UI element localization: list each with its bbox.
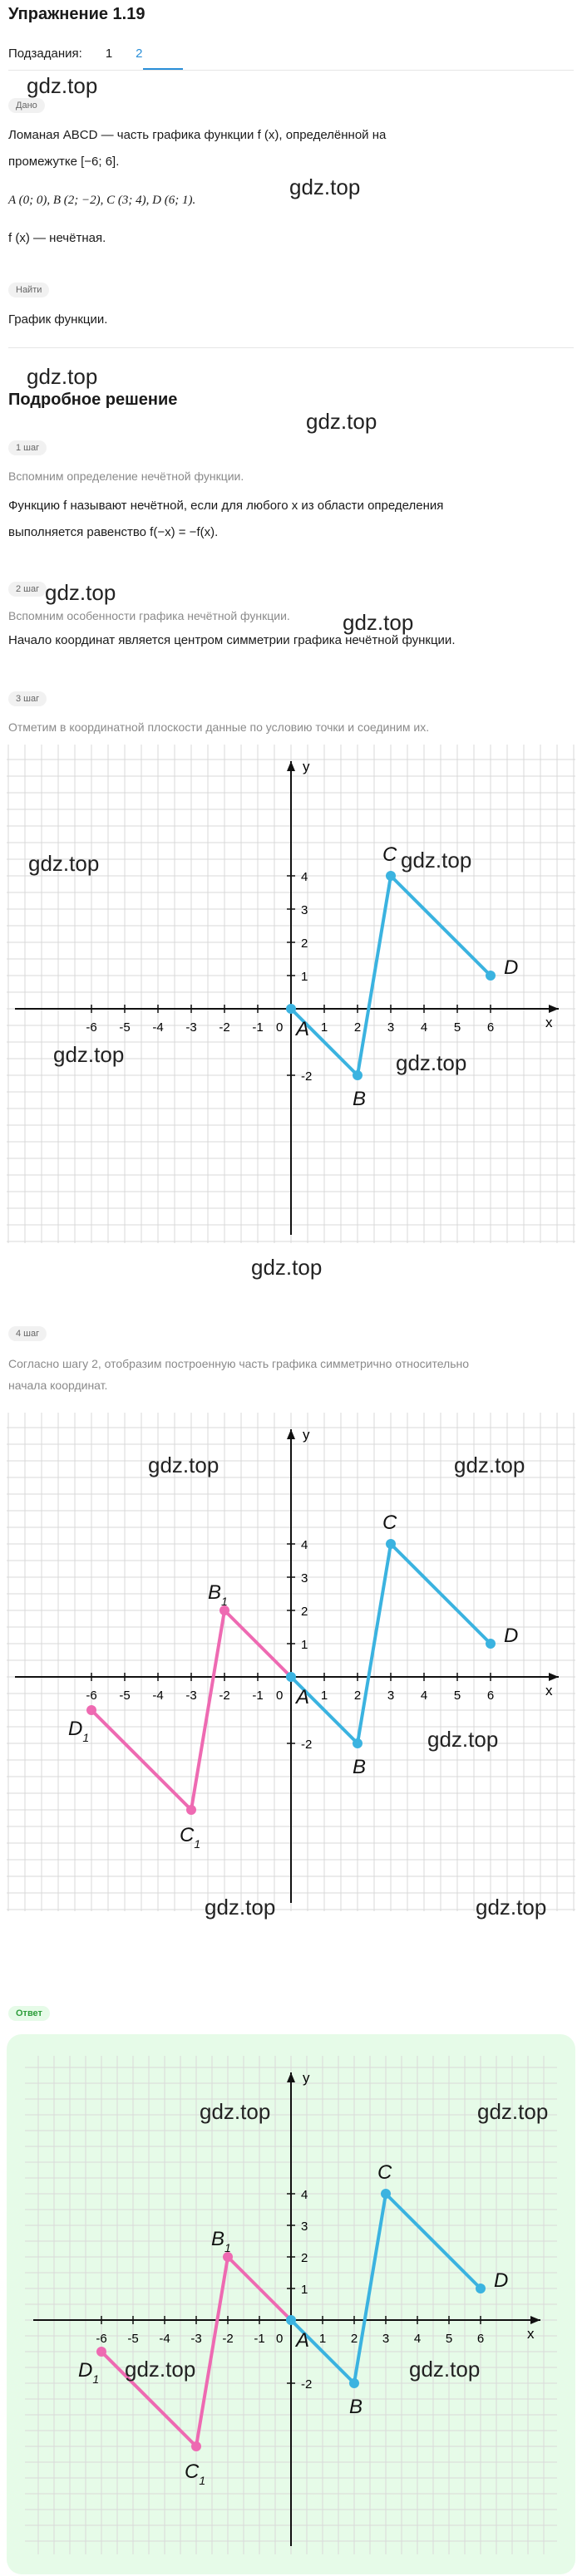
x-axis-label: x — [545, 1683, 553, 1698]
point-label — [382, 1512, 397, 1534]
x-tick-label: -2 — [222, 2332, 234, 2346]
point-label — [494, 2269, 508, 2292]
point-label-letter: A — [296, 2329, 310, 2352]
data-point — [286, 1672, 296, 1682]
x-tick-label: -5 — [119, 1689, 131, 1703]
origin-label: 0 — [276, 2332, 284, 2346]
data-point — [486, 971, 496, 981]
point-label — [504, 1625, 518, 1647]
data-point — [191, 2441, 201, 2451]
origin-label: 0 — [276, 1020, 284, 1035]
point-label-letter: B — [208, 1581, 222, 1604]
find-tag: Найти — [8, 283, 49, 297]
watermark: gdz.top — [401, 848, 472, 873]
graph-step4 — [7, 1413, 575, 1911]
point-label — [353, 1088, 366, 1110]
step1-line1: Функцию f называют нечётной, если для любого x из области определения — [8, 499, 444, 513]
data-point — [353, 1738, 363, 1748]
watermark: gdz.top — [200, 2099, 271, 2124]
point-label — [382, 843, 397, 866]
tab-2[interactable]: 2 — [136, 47, 143, 61]
point-label-letter: B — [353, 1088, 367, 1110]
point-label-letter: D — [78, 2359, 93, 2382]
data-point — [386, 1539, 396, 1549]
watermark: gdz.top — [343, 610, 414, 635]
step2-hint: Вспомним особенности графика нечётной функции. — [8, 609, 290, 622]
x-axis-label: x — [545, 1015, 553, 1030]
point-label-letter: A — [296, 1018, 310, 1040]
subtabs — [8, 47, 166, 61]
point-label — [353, 1756, 366, 1778]
divider — [8, 347, 574, 348]
y-axis-label: y — [303, 1427, 310, 1443]
point-label — [185, 2460, 205, 2487]
coordinate-plane-answer — [25, 2056, 557, 2554]
data-point — [96, 2347, 106, 2357]
x-tick-label: 3 — [387, 1689, 395, 1703]
watermark: gdz.top — [289, 175, 361, 199]
data-point — [86, 1705, 96, 1715]
y-tick-label: 2 — [301, 2251, 308, 2265]
watermark: gdz.top — [454, 1453, 525, 1477]
watermark: gdz.top — [53, 1042, 125, 1067]
point-label — [294, 1686, 309, 1708]
point-label-letter: C — [382, 843, 397, 866]
x-tick-label: 2 — [350, 2332, 358, 2346]
point-label-letter: B — [353, 1756, 367, 1778]
x-tick-label: -6 — [86, 1020, 97, 1035]
x-axis-label: x — [527, 2326, 535, 2342]
step2-text: Начало координат является центром симметрии графика нечётной функции. — [8, 633, 456, 647]
tab-1[interactable]: 1 — [105, 47, 113, 61]
y-tick-label: 3 — [301, 1571, 308, 1585]
watermark: gdz.top — [27, 73, 98, 98]
answer-tag: Ответ — [8, 2006, 50, 2021]
x-tick-label: -1 — [254, 2332, 265, 2346]
watermark: gdz.top — [306, 409, 377, 434]
data-point — [186, 1805, 196, 1815]
data-point — [386, 871, 396, 881]
x-tick-label: 6 — [486, 1020, 495, 1035]
watermark: gdz.top — [27, 364, 98, 389]
origin-label: 0 — [276, 1689, 284, 1703]
y-axis-arrow — [287, 761, 295, 771]
y-axis-label: y — [303, 759, 310, 774]
point-label — [294, 2329, 309, 2352]
data-point — [286, 1004, 296, 1014]
given-odd: f (x) — нечётная. — [8, 231, 106, 245]
y-axis-arrow — [287, 1429, 295, 1439]
coordinate-plane-step3 — [7, 745, 575, 1243]
divider — [8, 70, 574, 71]
point-label — [504, 956, 518, 979]
watermark: gdz.top — [396, 1050, 467, 1075]
x-tick-label: 2 — [353, 1689, 362, 1703]
page-title: Упражнение 1.19 — [8, 5, 146, 23]
x-tick-label: 4 — [420, 1689, 428, 1703]
x-tick-label: 4 — [413, 2332, 422, 2346]
x-tick-label: 2 — [353, 1020, 362, 1035]
point-label-subscript: 1 — [194, 1837, 201, 1851]
y-tick-label: 1 — [301, 1638, 308, 1652]
x-tick-label: -4 — [159, 2332, 170, 2346]
step1-hint: Вспомним определение нечётной функции. — [8, 469, 244, 483]
step4-tag: 4 шаг — [8, 1326, 47, 1341]
x-tick-label: -2 — [219, 1020, 230, 1035]
y-tick-label: 2 — [301, 1605, 308, 1619]
y-tick-label: 1 — [301, 2283, 308, 2297]
x-tick-label: 1 — [318, 2332, 327, 2346]
x-tick-label: -4 — [152, 1689, 164, 1703]
watermark: gdz.top — [148, 1453, 219, 1477]
graph-answer — [25, 2056, 557, 2559]
y-tick-label: 4 — [301, 2188, 308, 2202]
x-tick-label: 3 — [387, 1020, 395, 1035]
y-tick-label: 4 — [301, 870, 308, 884]
point-label — [377, 2161, 392, 2184]
step3-hint: Отметим в координатной плоскости данные по условию точки и соединим их. — [8, 720, 430, 734]
x-tick-label: -2 — [219, 1689, 230, 1703]
data-point — [286, 2315, 296, 2325]
x-tick-label: -6 — [86, 1689, 97, 1703]
x-tick-label: 5 — [445, 2332, 453, 2346]
y-tick-label: 2 — [301, 937, 308, 951]
x-tick-label: 1 — [320, 1020, 328, 1035]
point-label-subscript: 1 — [82, 1731, 90, 1744]
watermark: gdz.top — [205, 1895, 276, 1920]
point-label-letter: C — [377, 2161, 392, 2184]
point-label-letter: D — [504, 956, 519, 979]
data-point — [349, 2378, 359, 2388]
x-tick-label: -3 — [190, 2332, 202, 2346]
y-tick-label: 4 — [301, 1538, 308, 1552]
point-label — [78, 2359, 99, 2386]
point-label-letter: C — [180, 1824, 195, 1846]
point-label-subscript: 1 — [199, 2474, 206, 2487]
x-tick-label: -6 — [96, 2332, 107, 2346]
step2-tag: 2 шаг — [8, 582, 47, 597]
x-tick-label: -4 — [152, 1020, 164, 1035]
x-tick-label: 5 — [453, 1689, 461, 1703]
given-points: A (0; 0), B (2; −2), C (3; 4), D (6; 1). — [8, 194, 196, 207]
x-tick-label: -3 — [185, 1689, 197, 1703]
watermark: gdz.top — [427, 1727, 499, 1752]
point-label-letter: B — [349, 2396, 363, 2418]
x-tick-label: -3 — [185, 1020, 197, 1035]
data-point — [353, 1070, 363, 1080]
watermark: gdz.top — [45, 580, 116, 605]
data-point — [381, 2189, 391, 2199]
find-text: График функции. — [8, 312, 108, 327]
step4-hint-line2: начала координат. — [8, 1379, 108, 1392]
y-tick-label: 3 — [301, 2220, 308, 2234]
y-tick-label: 3 — [301, 903, 308, 917]
watermark: gdz.top — [476, 1895, 547, 1920]
y-tick-label: -2 — [301, 2377, 313, 2392]
y-axis-label: y — [303, 2070, 310, 2086]
x-tick-label: -5 — [119, 1020, 131, 1035]
x-tick-label: -5 — [127, 2332, 139, 2346]
step3-tag: 3 шаг — [8, 691, 47, 706]
point-label-subscript: 1 — [221, 1595, 228, 1608]
point-label — [68, 1718, 89, 1744]
point-label — [294, 1018, 309, 1040]
x-tick-label: 3 — [382, 2332, 390, 2346]
y-tick-label: -2 — [301, 1738, 313, 1752]
x-tick-label: 6 — [486, 1689, 495, 1703]
watermark: gdz.top — [125, 2357, 196, 2382]
step4-hint-line1: Согласно шагу 2, отобразим построенную часть графика симметрично относительно — [8, 1357, 470, 1370]
watermark: gdz.top — [409, 2357, 481, 2382]
point-label-subscript: 1 — [224, 2241, 231, 2254]
x-tick-label: -1 — [252, 1689, 264, 1703]
point-label-letter: C — [382, 1512, 397, 1534]
watermark: gdz.top — [251, 1255, 323, 1280]
data-point — [476, 2283, 486, 2293]
point-label-letter: D — [504, 1625, 519, 1647]
x-tick-label: 6 — [476, 2332, 485, 2346]
point-label-letter: D — [494, 2269, 509, 2292]
point-label — [349, 2396, 363, 2418]
point-label-letter: C — [185, 2460, 200, 2483]
step1-tag: 1 шаг — [8, 440, 47, 455]
graph-step3 — [7, 745, 575, 1243]
x-tick-label: 1 — [320, 1689, 328, 1703]
x-tick-label: 5 — [453, 1020, 461, 1035]
point-label-letter: D — [68, 1718, 83, 1740]
y-tick-label: 1 — [301, 970, 308, 984]
x-tick-label: -1 — [252, 1020, 264, 1035]
coordinate-plane-step4 — [7, 1413, 575, 1911]
given-line1: Ломаная ABCD — часть графика функции f (x), определённой на — [8, 128, 387, 142]
y-tick-label: -2 — [301, 1069, 313, 1084]
subtabs-label: Подзадания: — [8, 47, 82, 61]
data-point — [486, 1639, 496, 1649]
y-axis-arrow — [287, 2072, 295, 2082]
point-label-subscript: 1 — [92, 2372, 100, 2386]
point-label-letter: A — [296, 1686, 310, 1708]
watermark: gdz.top — [477, 2099, 549, 2124]
given-line2: промежутке [−6; 6]. — [8, 155, 120, 169]
point-label-letter: B — [211, 2228, 225, 2250]
x-tick-label: 4 — [420, 1020, 428, 1035]
step1-line2: выполняется равенство f(−x) = −f(x). — [8, 525, 219, 539]
watermark: gdz.top — [28, 851, 100, 876]
point-label — [180, 1824, 200, 1851]
given-tag: Дано — [8, 98, 45, 113]
x-axis-arrow — [530, 2316, 540, 2324]
solution-title: Подробное решение — [8, 391, 178, 409]
